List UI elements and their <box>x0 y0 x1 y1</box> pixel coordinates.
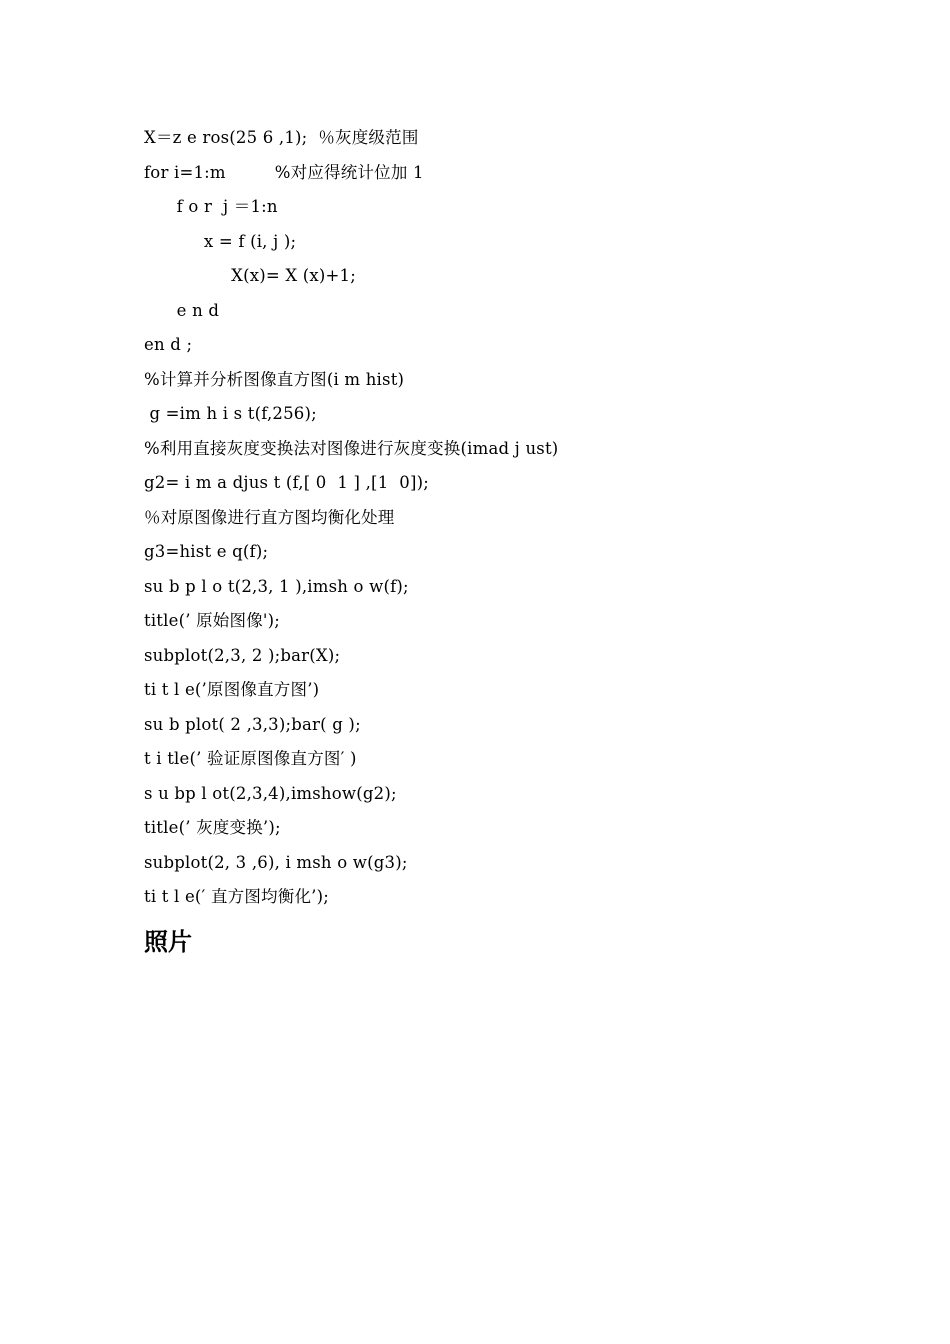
code-line: subplot(2, 3 ,6), i msh o w(g3); <box>144 852 408 872</box>
code-line: e n d <box>144 300 220 320</box>
code-line: en d ; <box>144 335 193 354</box>
code-line: su b p l o t(2,3, 1 ),imsh o w(f); <box>144 576 409 596</box>
code-line: t i tle(’ 验证原图像直方图′ ) <box>144 749 357 768</box>
code-line: s u bp l ot(2,3,4),imshow(g2); <box>144 783 397 803</box>
code-line: x = f (i, j ); <box>144 231 297 251</box>
code-line: g3=hist e q(f); <box>144 542 269 561</box>
code-line: %计算并分析图像直方图(i m hist) <box>144 369 405 389</box>
code-line: ％对原图像进行直方图均衡化处理 <box>144 507 395 527</box>
code-line: subplot(2,3, 2 );bar(X); <box>144 645 341 665</box>
code-line: X(x)= X (x)+1; <box>144 266 356 285</box>
code-line: ti t l e(′ 直方图均衡化’); <box>144 887 329 906</box>
code-line: g =im h i s t(f,256); <box>144 404 317 423</box>
section-heading: 照片 <box>144 928 192 956</box>
code-line: title(’ 原始图像'); <box>144 611 281 630</box>
code-block <box>144 121 844 915</box>
code-line: title(’ 灰度变换’); <box>144 818 281 837</box>
code-line: ti t l e(’原图像直方图’) <box>144 680 320 699</box>
code-line: f o r j ＝1:n <box>144 197 278 216</box>
code-line: X＝z e ros(25 6 ,1); ％灰度级范围 <box>144 128 419 147</box>
code-line: su b plot( 2 ,3,3);bar( g ); <box>144 714 361 734</box>
code-line: for i=1:m %对应得统计位加 1 <box>144 162 424 182</box>
code-line: %利用直接灰度变换法对图像进行灰度变换(imad j ust) <box>144 438 559 458</box>
code-line: g2= i m a djus t (f,[ 0 1 ] ,[1 0]); <box>144 473 430 492</box>
